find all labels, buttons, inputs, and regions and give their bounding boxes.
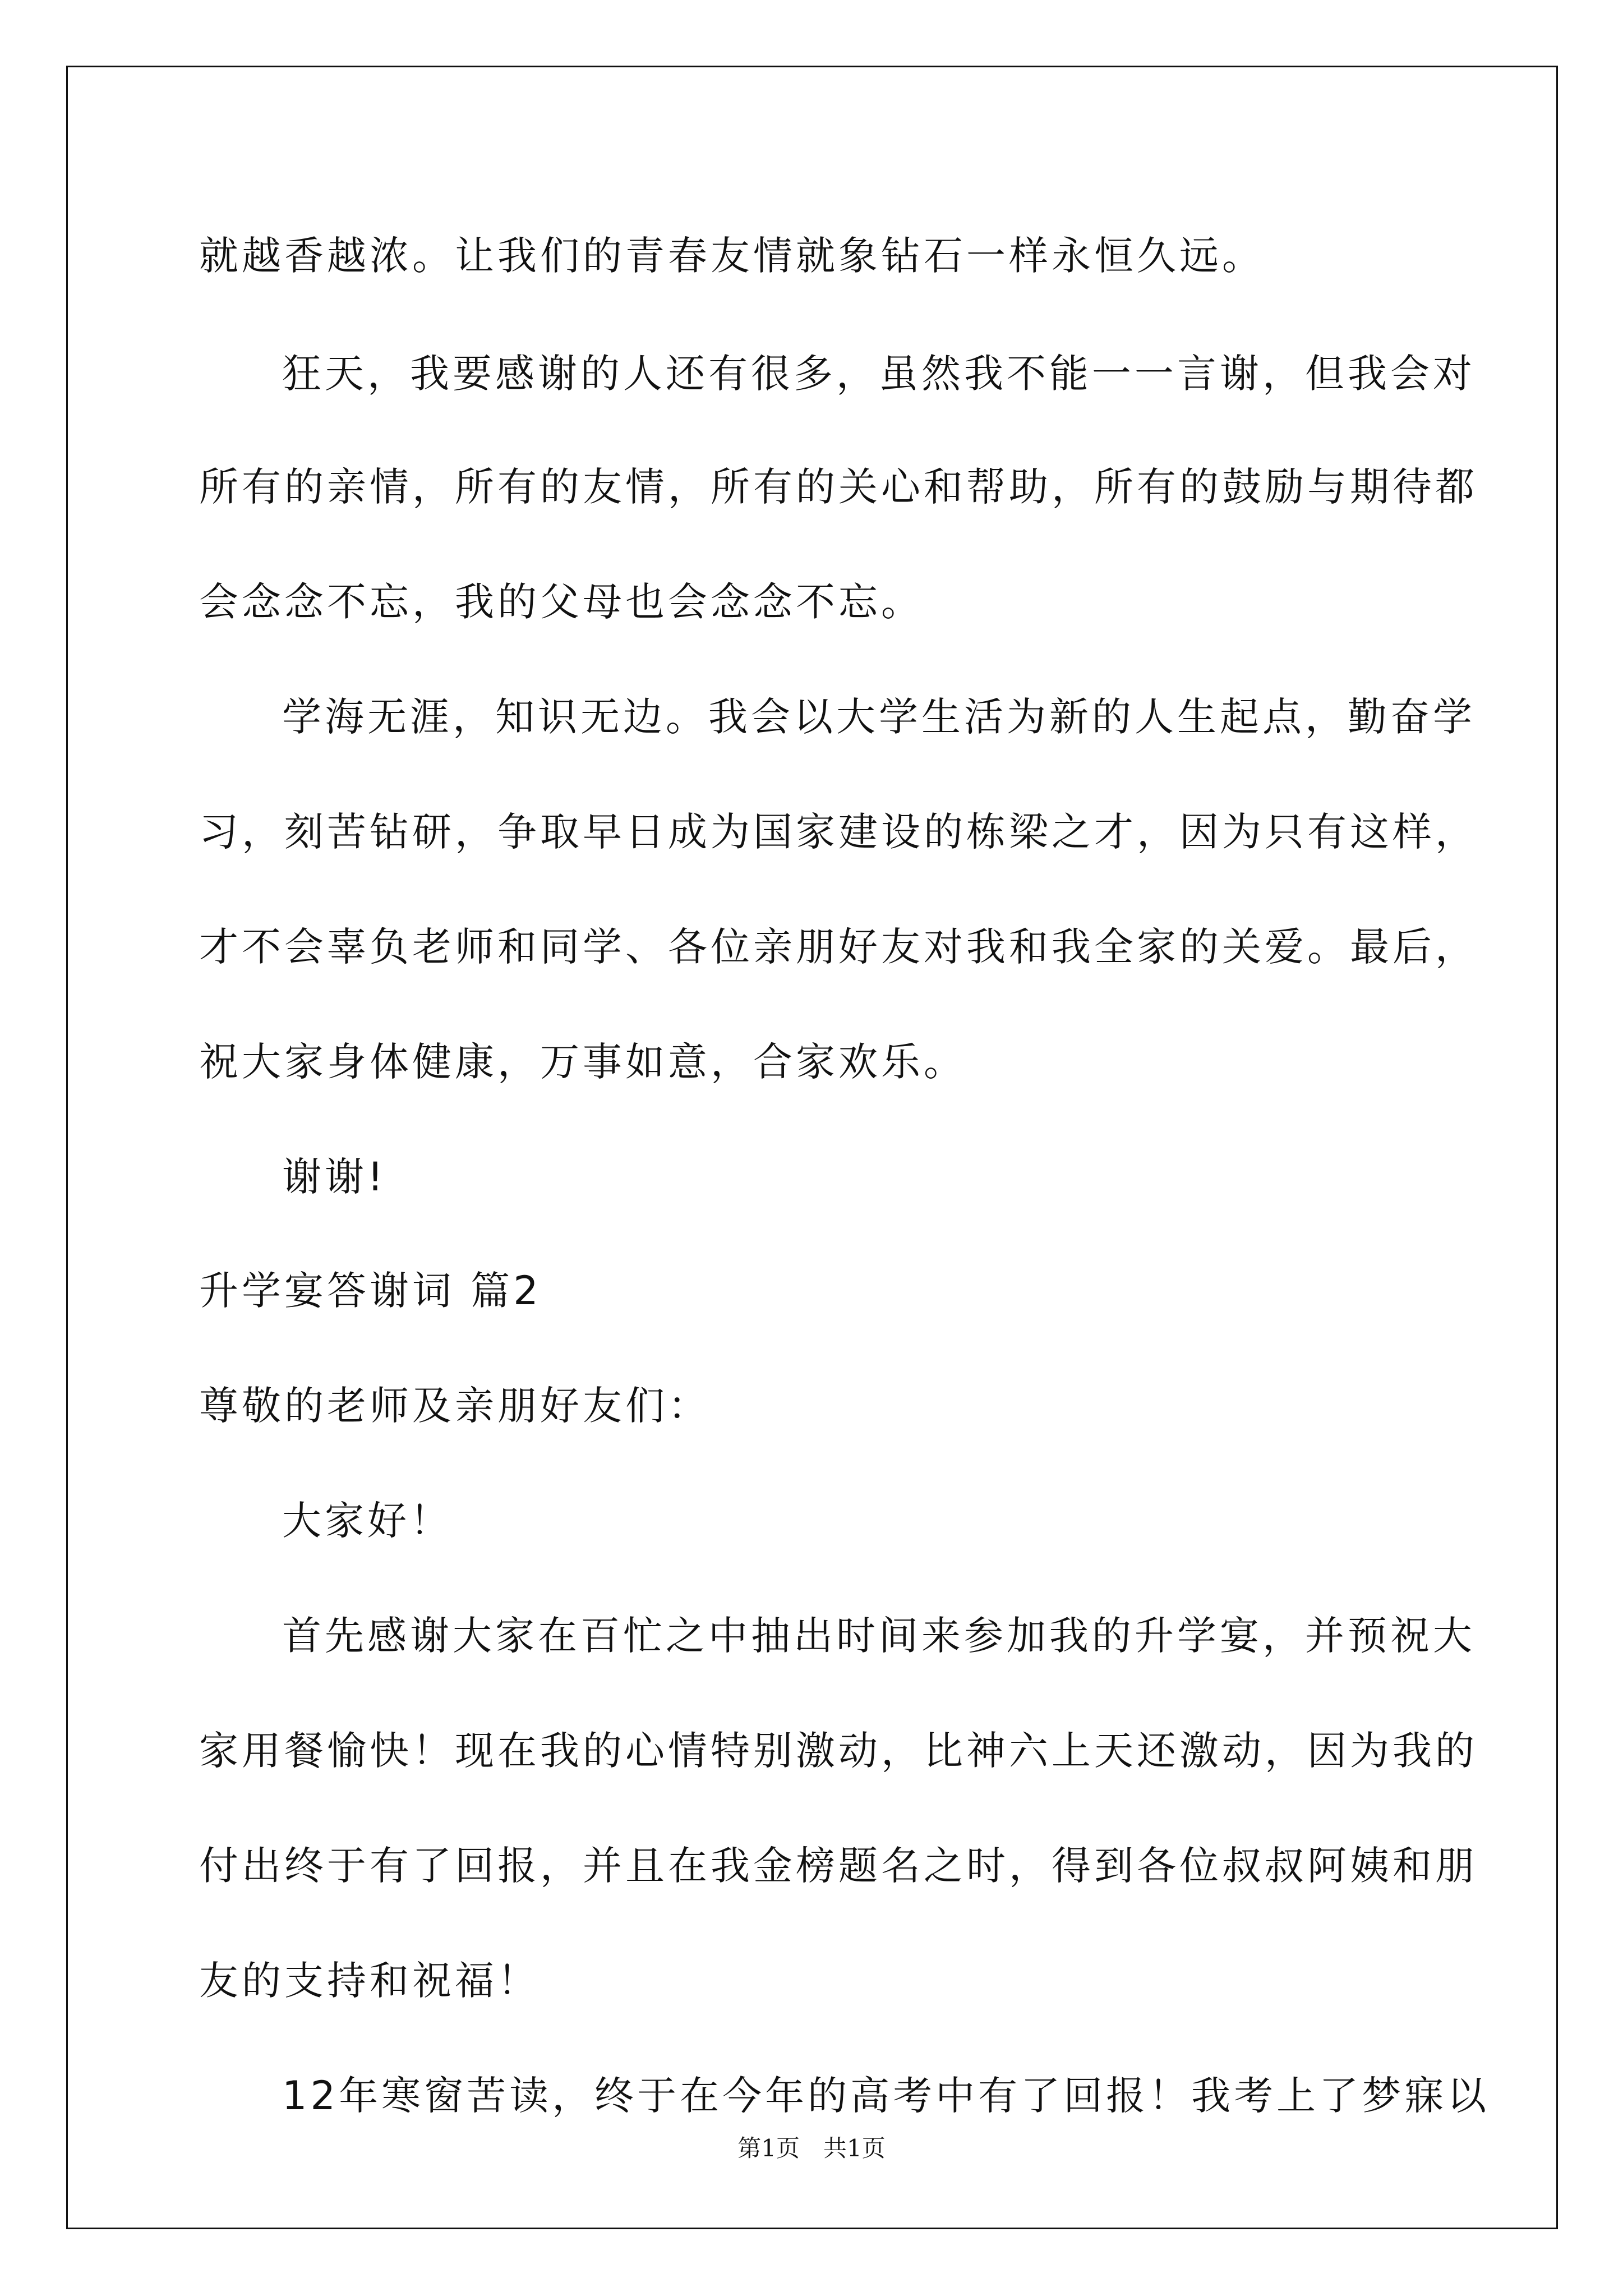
section-heading: 升学宴答谢词 篇2 [199,1268,542,1314]
paragraph-line: 祝大家身体健康，万事如意，合家欢乐。 [199,1039,966,1085]
paragraph-line: 谢谢! [282,1154,387,1200]
paragraph-line: 才不会辜负老师和同学、各位亲朋好友对我和我全家的关爱。最后， [199,924,1478,970]
page-number-footer: 第1页 共1页 [737,2134,886,2162]
paragraph-line: 首先感谢大家在百忙之中抽出时间来参加我的升学宴，并预祝大 [282,1613,1476,1659]
paragraph-line: 家用餐愉快！现在我的心情特别激动，比神六上天还激动，因为我的 [199,1728,1478,1774]
paragraph-line: 学海无涯，知识无边。我会以大学生活为新的人生起点，勤奋学 [282,694,1476,740]
salutation: 尊敬的老师及亲朋好友们： [199,1383,711,1429]
paragraph-line: 就越香越浓。让我们的青春友情就象钻石一样永恒久远。 [199,233,1265,279]
paragraph-line: 付出终于有了回报，并且在我金榜题名之时，得到各位叔叔阿姨和朋 [199,1843,1478,1889]
paragraph-line: 习，刻苦钻研，争取早日成为国家建设的栋梁之才，因为只有这样， [199,809,1478,855]
paragraph-line: 会念念不忘，我的父母也会念念不忘。 [199,579,924,625]
paragraph-line: 友的支持和祝福！ [199,1958,540,2004]
paragraph-line: 所有的亲情，所有的友情，所有的关心和帮助，所有的鼓励与期待都 [199,464,1478,510]
paragraph-line: 12年寒窗苦读，终于在今年的高考中有了回报！我考上了梦寐以 [282,2073,1490,2119]
greeting: 大家好！ [282,1498,453,1544]
paragraph-line: 狂天，我要感谢的人还有很多，虽然我不能一一言谢，但我会对 [282,351,1476,397]
